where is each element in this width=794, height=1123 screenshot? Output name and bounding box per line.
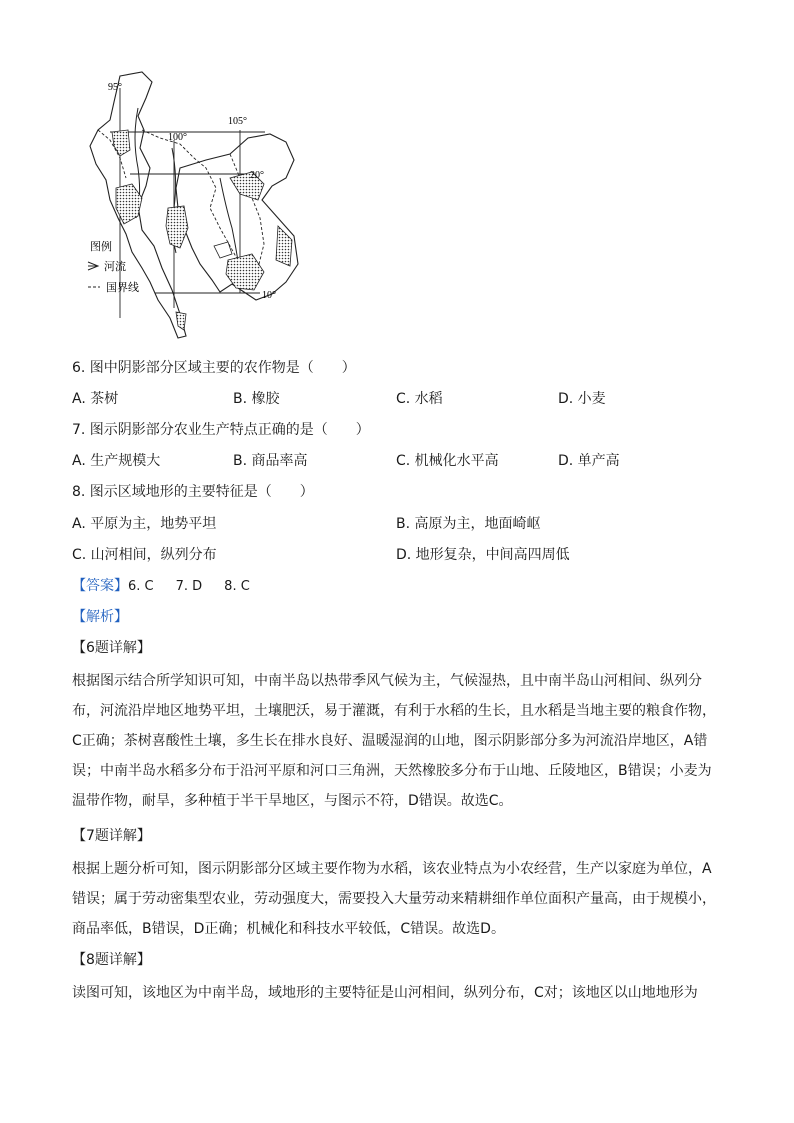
q8-option-d: D. 地形复杂，中间高四周低 xyxy=(396,547,570,563)
detail-6-line: 布，河流沿岸地区地势平坦，土壤肥沃，易于灌溉，有利于水稻的生长，且水稻是当地主要的粮食作物， xyxy=(72,703,716,719)
legend-title: 图例 xyxy=(90,240,112,253)
shaded-region xyxy=(112,130,130,156)
answer-values xyxy=(128,579,272,594)
q7-option-d: D. 单产高 xyxy=(558,453,620,469)
detail-7-line: 错误；属于劳动密集型农业，劳动强度大，需要投入大量劳动来精耕细作单位面积产量高，由于规模小， xyxy=(72,891,716,907)
shaded-region xyxy=(176,312,186,330)
shaded-region xyxy=(166,206,188,248)
detail-6-title: 【6题详解】 xyxy=(72,640,151,656)
q8-option-c: C. 山河相间，纵列分布 xyxy=(72,547,217,563)
q6-option-d: D. 小麦 xyxy=(558,391,606,407)
legend-river-label: 河流 xyxy=(104,260,126,273)
detail-6-line: 根据图示结合所学知识可知，中南半岛以热带季风气候为主，气候湿热，且中南半岛山河相间、纵列分 xyxy=(72,673,702,689)
lat-label-20: 20° xyxy=(250,170,264,181)
detail-6-line: C正确；茶树喜酸性土壤，多生长在排水良好、温暖湿润的山地，图示阴影部分多为河流沿岸地区，A错 xyxy=(72,733,708,749)
shaded-region xyxy=(276,226,292,266)
answer-6: 6. C xyxy=(128,579,154,594)
lon-label-105: 105° xyxy=(228,116,247,127)
detail-7-line: 根据上题分析可知，图示阴影部分区域主要作物为水稻，该农业特点为小农经营，生产以家庭为单位，A xyxy=(72,861,712,877)
lon-label-95: 95° xyxy=(108,82,122,93)
detail-6-body xyxy=(72,666,724,816)
q7-option-a: A. 生产规模大 xyxy=(72,453,161,469)
lat-label-10: 10° xyxy=(262,290,276,301)
question-6-stem: 6. 图中阴影部分区域主要的农作物是（ ） xyxy=(72,360,356,376)
answer-8: 8. C xyxy=(224,579,250,594)
detail-7-body xyxy=(72,854,724,944)
lon-label-100: 100° xyxy=(168,132,187,143)
q7-option-c: C. 机械化水平高 xyxy=(396,453,499,469)
q8-option-a: A. 平原为主，地势平坦 xyxy=(72,516,217,532)
q6-option-a: A. 茶树 xyxy=(72,391,119,407)
question-8-stem: 8. 图示区域地形的主要特征是（ ） xyxy=(72,484,314,500)
detail-8-body xyxy=(72,978,724,1008)
detail-7-line: 商品率低，B错误，D正确；机械化和科技水平较低，C错误。故选D。 xyxy=(72,921,505,937)
detail-8-title: 【8题详解】 xyxy=(72,952,151,968)
answer-tag: 【答案】 xyxy=(72,578,128,594)
detail-6-line: 温带作物，耐旱，多种植于半干旱地区，与图示不符，D错误。故选C。 xyxy=(72,793,513,809)
detail-6-line: 误；中南半岛水稻多分布于沿河平原和河口三角洲，天然橡胶多分布于山地、丘陵地区，B错误；小麦为 xyxy=(72,763,712,779)
q7-option-b: B. 商品率高 xyxy=(233,453,308,469)
answer-line xyxy=(72,576,272,597)
detail-8-line: 读图可知，该地区为中南半岛，域地形的主要特征是山河相间，纵列分布，C对；该地区以山地地形为 xyxy=(72,985,698,1001)
q6-option-c: C. 水稻 xyxy=(396,391,443,407)
indochina-map xyxy=(80,68,312,344)
detail-7-title: 【7题详解】 xyxy=(72,828,151,844)
analysis-tag: 【解析】 xyxy=(72,609,128,625)
question-7-stem: 7. 图示阴影部分农业生产特点正确的是（ ） xyxy=(72,422,370,438)
answer-7: 7. D xyxy=(175,579,203,594)
legend-border-label: 国界线 xyxy=(106,281,139,294)
legend-river-symbol xyxy=(88,262,98,270)
q8-option-b: B. 高原为主，地面崎岖 xyxy=(396,516,541,532)
q6-option-b: B. 橡胶 xyxy=(233,391,280,407)
